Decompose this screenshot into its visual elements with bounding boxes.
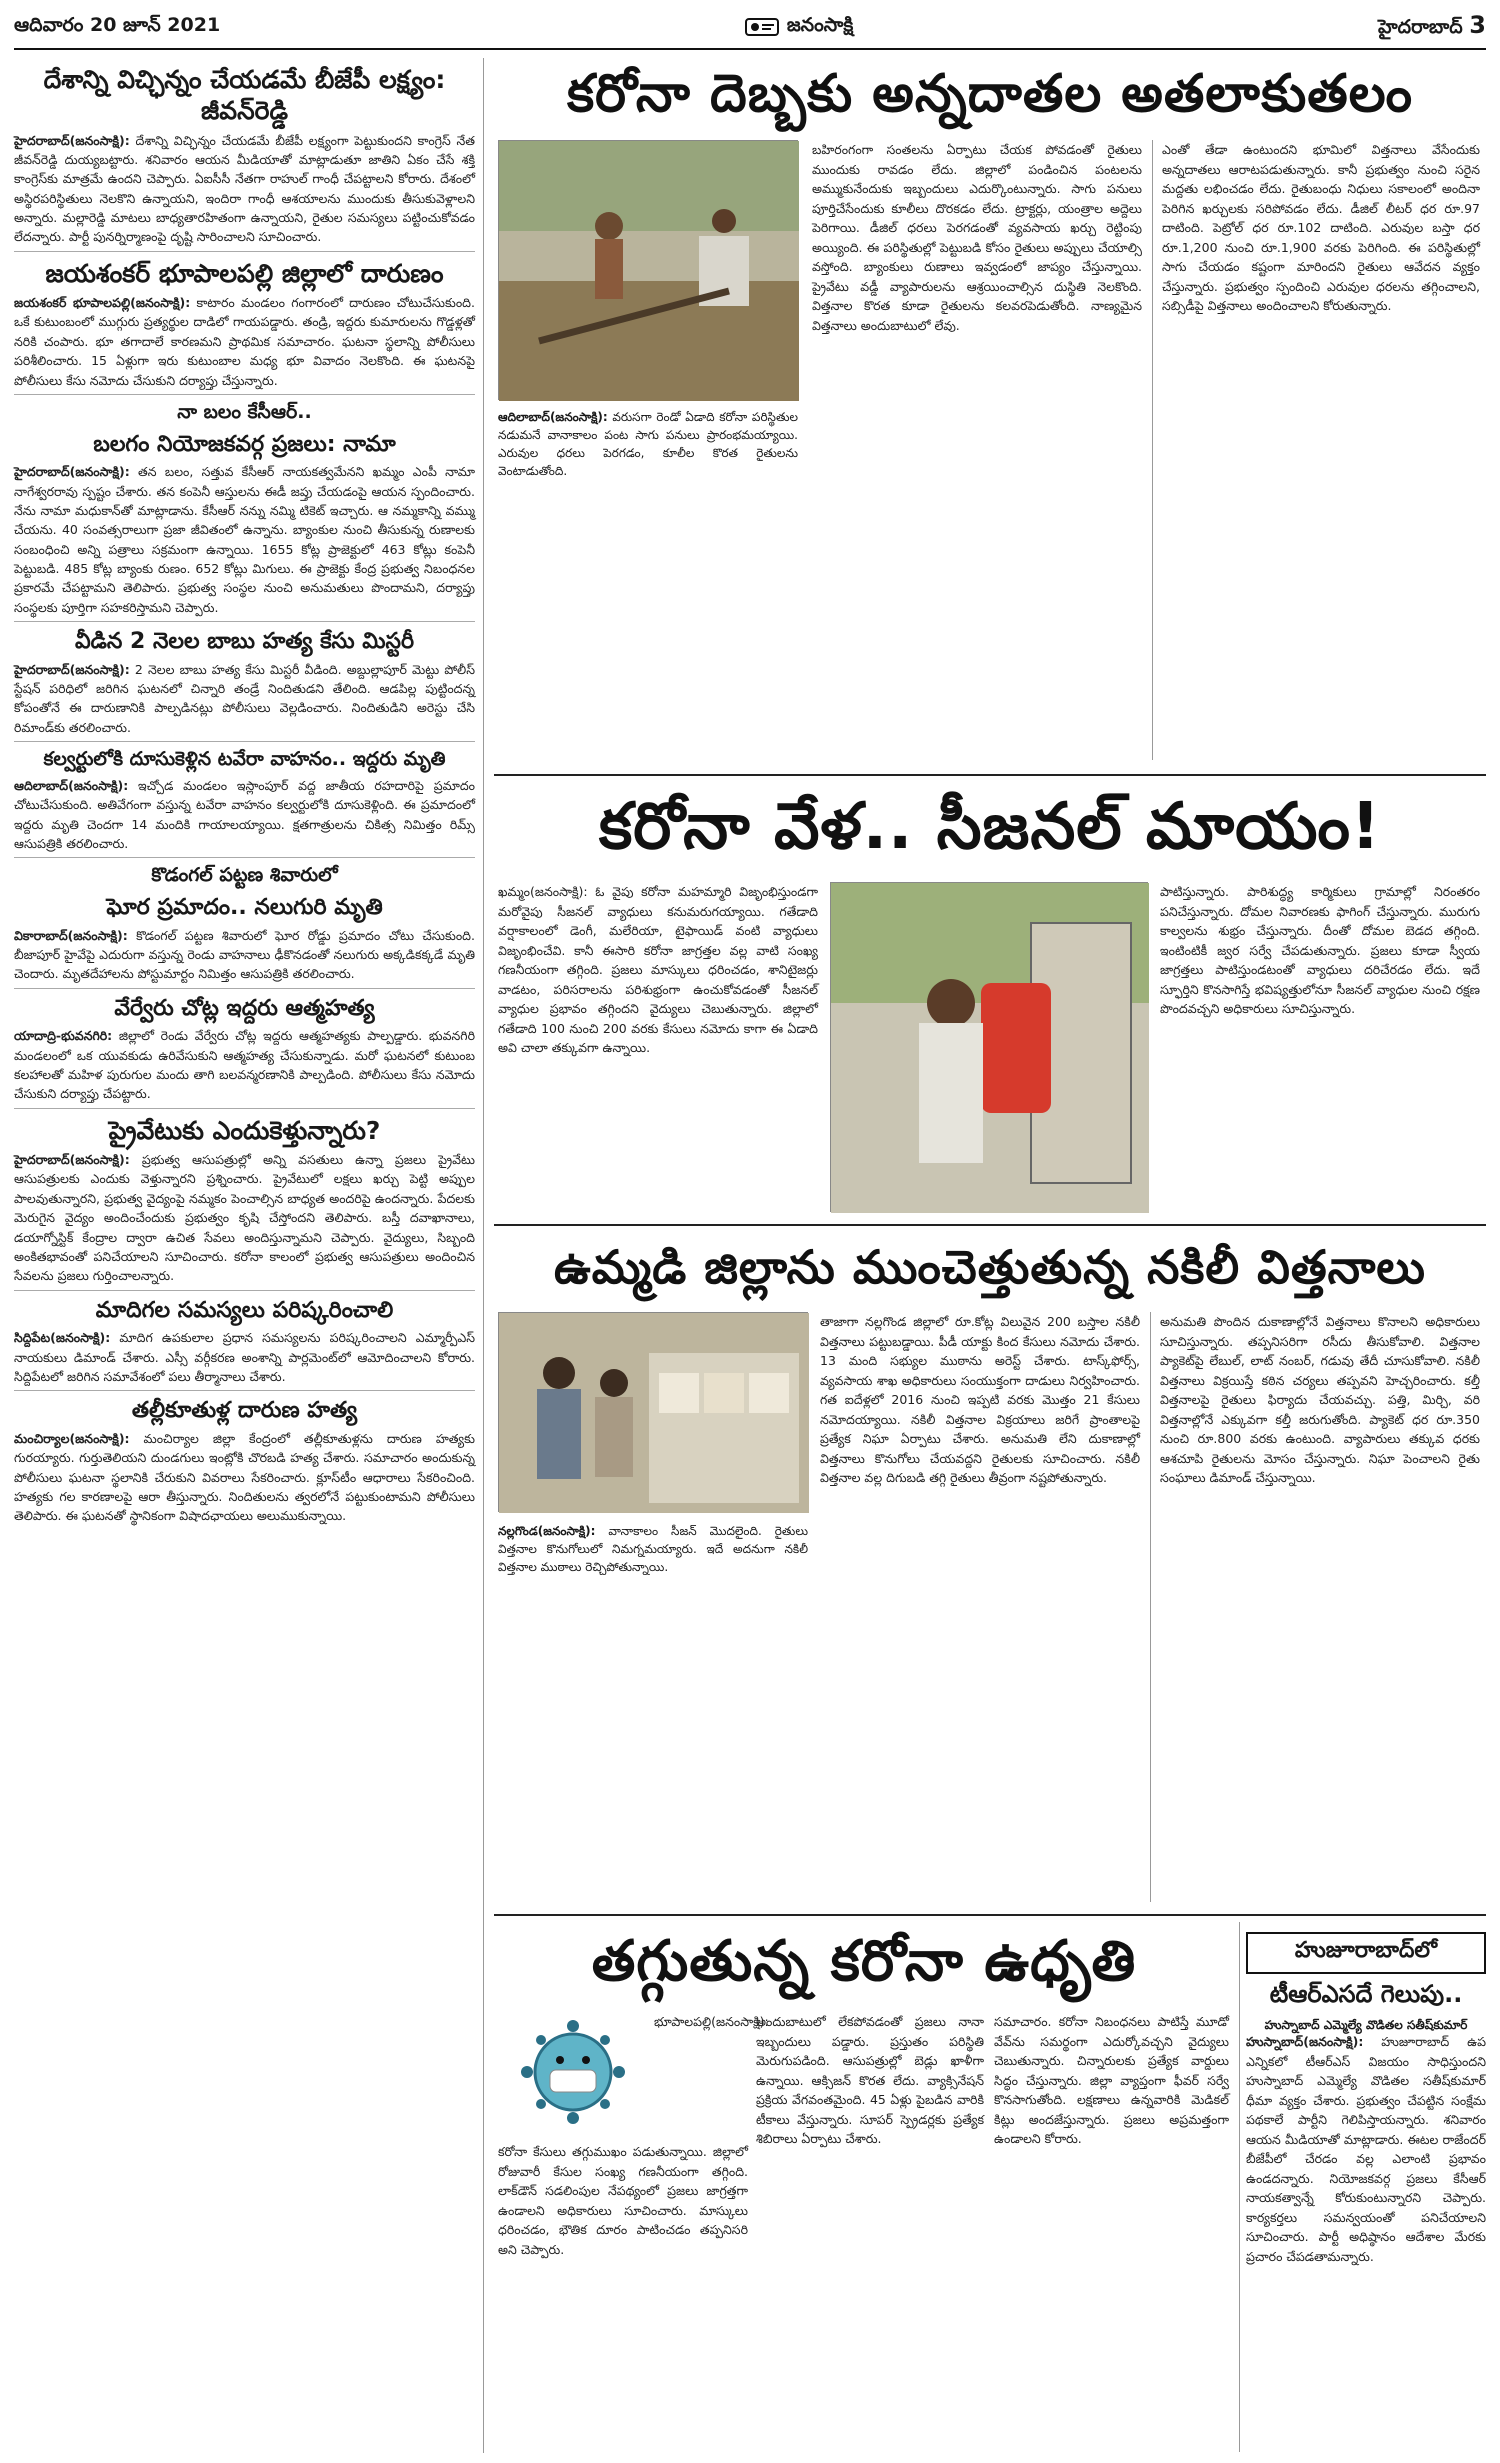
story-3-caption-text: వానాకాలం సీజన్‌ మొదలైంది. రైతులు విత్తనాల కొనుగోలులో నిమగ్నమయ్యారు. ఇదే అదనుగా నకిలీ విత్తనాల ముఠాలు రెచ్చిపోతున్నాయి. xyxy=(498,1524,808,1574)
story-2-headline: కరోనా వేళ.. సీజనల్‌ మాయం! xyxy=(598,790,1382,864)
left-story-3-text: తన బలం, సత్తువ కేసీఆర్‌ నాయకత్వమేనని ఖమ్మం ఎంపీ నామా నాగేశ్వరరావు స్పష్టం చేశారు. తన కంపెనీ ఆస్తులను ఈడీ జప్తు చేయడంపై ఆయన స్పందించారు. నేను నామా మధుకాన్‌తో మాట్లాడాను. కేసీఆర్‌ నన్ను నమ్మి టికెట్‌ ఇచ్చారు. ఆ నమ్మకాన్ని వమ్ము చేయను. 40 సంవత్సరాలుగా ప్రజా జీవితంలో ఉన్నాను. బ్యాంకుల నుంచి తీసుకున్న రుణాలకు సంబంధించి అన్ని పత్రాలు సక్రమంగా ఉన్నాయి. 1655 కోట్ల ప్రాజెక్టులో 463 కోట్లు కంపెనీ పెట్టుబడి. 485 కోట్ల బ్యాంకు రుణం. 652 కోట్లు మిగులు. ఈ ప్రాజెక్టు కేంద్ర ప్రభుత్వ నిబంధనల ప్రకారమే చేపట్టామని తెలిపారు. ప్రభుత్వ సంస్థల నుంచి అనుమతులు పొందామని, దర్యాప్తు సంస్థలకు పూర్తిగా సహకరిస్తామని చెప్పారు. xyxy=(14,464,475,615)
left-story-6-dateline: వికారాబాద్‌(జనంసాక్షి): xyxy=(14,927,128,943)
story-3-body-col-1: తాజాగా నల్లగొండ జిల్లాలో రూ.కోట్ల విలువైన 200 బస్తాల నకిలీ విత్తనాలు పట్టుబడ్డాయి. పీడీ యాక్టు కింద కేసులు నమోదు చేశారు. 13 మంది సభ్యుల ముఠాను అరెస్ట్‌ చేశారు. టాస్క్‌ఫోర్స్‌, వ్యవసాయ శాఖ అధికారులు సంయుక్తంగా దాడులు నిర్వహించారు. గత ఐదేళ్లలో 2016 నుంచి ఇప్పటి వరకు మొత్తం 21 కేసులు నమోదయ్యాయి. నకిలీ విత్తనాల విక్రయాలు జరిగే ప్రాంతాలపై ప్రత్యేక నిఘా ఏర్పాటు చేశారు. అనుమతి లేని దుకాణాల్లో విత్తనాలు కొనుగోలు చేయవద్దని రైతులకు సూచించారు. నకిలీ విత్తనాల వల్ల దిగుబడి తగ్గి రైతులు తీవ్రంగా నష్టపోతున్నారు. xyxy=(820,1314,1140,1485)
story-4-body-col-3: సమాచారం. కరోనా నిబంధనలు పాటిస్తే మూడో వేవ్‌ను సమర్థంగా ఎదుర్కోవచ్చని వైద్యులు చెబుతున్నారు. చిన్నారులకు ప్రత్యేక వార్డులు సిద్ధం చేస్తున్నారు. జిల్లా వ్యాప్తంగా ఫీవర్‌ సర్వే కొనసాగుతోంది. లక్షణాలు ఉన్నవారికి మెడికల్‌ కిట్లు అందజేస్తున్నారు. ప్రజలు అప్రమత్తంగా ఉండాలని కోరారు. xyxy=(994,2014,1229,2146)
story-1-caption-text: వరుసగా రెండో ఏడాది కరోనా పరిస్థితుల నడుమనే వానాకాలం పంట సాగు పనులు ప్రారంభమయ్యాయి. ఎరువుల ధరలు పెరగడం, కూలీల కొరత రైతులను వెంటాడుతోంది. xyxy=(498,410,798,478)
left-story-7-dateline: యాదాద్రి-భువనగిరి: xyxy=(14,1028,113,1044)
section-rule xyxy=(494,1914,1486,1916)
story-1-caption-dateline: ఆదిలాబాద్‌(జనంసాక్షి): xyxy=(498,410,608,424)
story-3-caption-dateline: నల్లగొండ(జనంసాక్షి): xyxy=(498,1524,596,1538)
story-5-kicker: హుజూరాబాద్‌లో xyxy=(1246,1932,1486,1974)
left-story-10-dateline: మంచిర్యాల(జనంసాక్షి): xyxy=(14,1430,130,1446)
story-farmers xyxy=(494,58,1486,773)
story-1-headline: కరోనా దెబ్బకు అన్నదాతల అతలాకుతలం xyxy=(567,64,1413,124)
left-story-6-headline: ఘోర ప్రమాదం.. నలుగురి మృతి xyxy=(106,895,383,921)
left-story-7-headline: వేర్వేరు చోట్ల ఇద్దరు ఆత్మహత్య xyxy=(114,995,375,1021)
seized-seeds-photo-illustration xyxy=(499,1313,809,1513)
section-rule xyxy=(494,1224,1486,1226)
edition-city: హైదరాబాద్ xyxy=(1378,16,1463,38)
edition-city-and-page xyxy=(1378,11,1486,43)
story-4-body-col-1: కరోనా కేసులు తగ్గుముఖం పడుతున్నాయి. జిల్లాలో రోజువారీ కేసుల సంఖ్య గణనీయంగా తగ్గింది. లాక్‌డౌన్‌ సడలింపుల నేపథ్యంలో ప్రజలు జాగ్రత్తగా ఉండాలని అధికారులు సూచించారు. మాస్కులు ధరించడం, భౌతిక దూరం పాటించడం తప్పనిసరి అని చెప్పారు. xyxy=(498,2144,748,2257)
left-story-2-text: కాటారం మండలం గంగారంలో దారుణం చోటుచేసుకుంది. ఒకే కుటుంబంలో ముగ్గురు ప్రత్యర్థుల దాడిలో గాయపడ్డారు. తండ్రి, ఇద్దరు కుమారులను గొడ్డళ్లతో నరికి చంపారు. భూ తగాదాలే కారణమని ప్రాథమిక సమాచారం. ఘటనా స్థలాన్ని పోలీసులు పరిశీలించారు. 15 ఏళ్లుగా ఇరు కుటుంబాల మధ్య భూ వివాదం నెలకొంది. ఈ ఘటనపై పోలీసులు కేసు నమోదు చేసుకుని దర్యాప్తు చేస్తున్నారు. xyxy=(14,295,475,388)
left-story-7-text: జిల్లాలో రెండు వేర్వేరు చోట్ల ఇద్దరు ఆత్మహత్యకు పాల్పడ్డారు. భువనగిరి మండలంలో ఒక యువకుడు ఉరివేసుకుని ఆత్మహత్య చేసుకున్నాడు. మరో ఘటనలో కుటుంబ కలహాలతో మహిళ పురుగుల మందు తాగి బలవన్మరణానికి పాల్పడింది. పోలీసులు కేసు నమోదు చేసుకుని దర్యాప్తు చేపట్టారు. xyxy=(14,1028,475,1102)
left-story-4-headline: వీడిన 2 నెలల బాబు హత్య కేసు మిస్టరీ xyxy=(74,629,415,655)
story-1-body-col-1: బహిరంగంగా సంతలను ఏర్పాటు చేయక పోవడంతో రైతులు ముందుకు రావడం లేదు. జిల్లాలో పండించిన పంటలను అమ్ముకునేందుకు ఇబ్బందులు ఎదుర్కొంటున్నారు. సాగు పనులు పూర్తిచేసేందుకు కూలీలు దొరకడం లేదు. ట్రాక్టర్లు, యంత్రాల అద్దెలు పెరిగాయి. డీజిల్‌ ధరలు పెరగడంతో వ్యవసాయ ఖర్చు రెట్టింపు అయ్యింది. ఈ పరిస్థితుల్లో పెట్టుబడి కోసం రైతులు అప్పులు చేయాల్సి వస్తోంది. బ్యాంకులు రుణాలు ఇవ్వడంలో జాప్యం చేస్తున్నాయి. ప్రైవేటు వడ్డీ వ్యాపారులను ఆశ్రయించాల్సిన దుస్థితి నెలకొంది. విత్తనాల కొరత కూడా రైతులను కలవరపెడుతోంది. నాణ్యమైన విత్తనాలు అందుబాటులో లేవు. xyxy=(812,142,1142,333)
story-5-headline: టీఆర్‌ఎసదే గెలుపు.. xyxy=(1269,1980,1463,2008)
virus-icon xyxy=(498,2012,648,2132)
left-story-4-text: 2 నెలల బాబు హత్య కేసు మిస్టరీ వీడింది. అబ్దుల్లాపూర్‌ మెట్టు పోలీస్‌ స్టేషన్‌ పరిధిలో జరిగిన ఘటనలో చిన్నారి తండ్రే నిందితుడని తేలింది. ఆడపిల్ల పుట్టిందన్న కోపంతోనే ఈ దారుణానికి పాల్పడినట్లు పోలీసులు వెల్లడించారు. నిందితుడిని అరెస్టు చేసి రిమాండ్‌కు తరలించారు. xyxy=(14,661,475,735)
story-1-caption xyxy=(498,408,798,538)
story-2-body-col-2: పాటిస్తున్నారు. పారిశుద్ధ్య కార్మికులు గ్రామాల్లో నిరంతరం పనిచేస్తున్నారు. దోమల నివారణకు ఫాగింగ్‌ చేస్తున్నారు. మురుగు కాల్వలను శుభ్రం చేస్తున్నారు. దీంతో దోమల బెడద తగ్గింది. ఇంటింటికీ జ్వర సర్వే చేపడుతున్నారు. ప్రజలు కూడా స్వీయ జాగ్రత్తలు పాటిస్తుండటంతో వ్యాధులు దరిచేరడం లేదు. ఇదే స్ఫూర్తిని కొనసాగిస్తే భవిష్యత్తులోనూ సీజనల్‌ వ్యాధుల నుంచి రక్షణ పొందవచ్చని అధికారులు సూచిస్తున్నారు. xyxy=(1160,884,1480,1016)
newspaper-name: జనంసాక్షి xyxy=(786,13,854,36)
left-story-3-body xyxy=(14,462,475,617)
left-story-3-headline: బలగం నియోజకవర్గ ప్రజలు: నామా xyxy=(93,431,396,457)
story-3-caption xyxy=(498,1522,808,1902)
left-story-4-body xyxy=(14,660,475,738)
divider xyxy=(14,1290,475,1291)
left-story-3-dateline: హైదరాబాద్‌(జనంసాక్షి): xyxy=(14,464,130,480)
left-story-1-body xyxy=(14,131,475,247)
left-story-5-text: ఇచ్చోడ మండలం ఇస్లాంపూర్‌ వద్ద జాతీయ రహదారిపై ప్రమాదం చోటుచేసుకుంది. అతివేగంగా వస్తున్న టవేరా వాహనం కల్వర్టులోకి దూసుకెళ్లింది. ఈ ప్రమాదంలో ఇద్దరు మృతి చెందగా 14 మందికి గాయాలయ్యాయి. క్షతగాత్రులను చికిత్స నిమిత్తం రిమ్స్‌ ఆసుపత్రికి తరలించారు. xyxy=(14,777,475,851)
left-story-9-dateline: సిద్దిపేట(జనంసాక్షి): xyxy=(14,1330,111,1346)
left-story-10-headline: తల్లీకూతుళ్ల దారుణ హత్య xyxy=(131,1398,358,1424)
divider xyxy=(14,1390,475,1391)
left-story-6-kicker: కొడంగల్‌ పట్టణ శివారులో xyxy=(151,864,338,887)
left-story-5-dateline: ఆదిలాబాద్‌(జనంసాక్షి): xyxy=(14,777,129,793)
left-story-2-headline: జయశంకర్‌ భూపాలపల్లి జిల్లాలో దారుణం xyxy=(45,258,444,288)
column-divider xyxy=(1239,1922,1240,2452)
left-story-7-body xyxy=(14,1026,475,1104)
sprayer-photo xyxy=(830,882,1148,1212)
farmer-photo-illustration xyxy=(499,141,799,401)
divider xyxy=(14,621,475,622)
divider xyxy=(14,857,475,858)
left-news-column xyxy=(14,58,484,2453)
story-5-text: హుజూరాబాద్‌ ఉప ఎన్నికలో టీఆర్‌ఎస్‌ విజయం సాధిస్తుందని హుస్నాబాద్‌ ఎమ్మెల్యే వొడితల సతీష్‌కుమార్‌ ధీమా వ్యక్తం చేశారు. ప్రభుత్వం చేపట్టిన సంక్షేమ పథకాలే పార్టీని గెలిపిస్తాయన్నారు. శనివారం ఆయన మీడియాతో మాట్లాడారు. ఈటల రాజేందర్‌ బీజేపీలో చేరడం వల్ల ఎలాంటి ప్రభావం ఉండదన్నారు. నియోజకవర్గ ప్రజలు కేసీఆర్‌ నాయకత్వాన్నే కోరుకుంటున్నారని చెప్పారు. కార్యకర్తలు సమన్వయంతో పనిచేయాలని సూచించారు. పార్టీ అధిష్ఠానం ఆదేశాల మేరకు ప్రచారం చేపడతామన్నారు. xyxy=(1246,2034,1486,2264)
section-rule xyxy=(494,774,1486,776)
newspaper-logo xyxy=(745,14,853,41)
farmer-photo xyxy=(498,140,798,400)
left-story-5-body xyxy=(14,776,475,854)
story-corona-decline xyxy=(494,1922,1234,2452)
story-1-body-col-2: ఎంతో తేడా ఉంటుందని భూమిలో విత్తనాలు వేసేందుకు అన్నదాతలు ఆరాటపడుతున్నారు. కానీ ప్రభుత్వం నుంచి సరైన మద్దతు లభించడం లేదు. రైతుబంధు నిధులు సకాలంలో అందినా పెరిగిన ఖర్చులకు సరిపోవడం లేదు. డీజిల్‌ లీటర్‌ ధర రూ.97 దాటింది. పెట్రోల్‌ ధర రూ.102 దాటింది. ఎరువుల బస్తా ధర రూ.1,200 నుంచి రూ.1,900 వరకు పెరిగింది. ఈ పరిస్థితుల్లో సాగు చేయడం కష్టంగా మారిందని రైతులు ఆవేదన వ్యక్తం చేస్తున్నారు. ప్రభుత్వం స్పందించి ఎరువుల ధరలను తగ్గించాలని, సబ్సిడీపై విత్తనాలు అందించాలని కోరుతున్నారు. xyxy=(1162,142,1480,313)
left-story-2-body xyxy=(14,293,475,390)
left-story-8-headline: ప్రైవేటుకు ఎందుకెళ్తున్నారు? xyxy=(108,1115,381,1145)
story-3-body-col-2: అనుమతి పొందిన దుకాణాల్లోనే విత్తనాలు కొనాలని అధికారులు సూచిస్తున్నారు. తప్పనిసరిగా రసీదు తీసుకోవాలి. విత్తనాల ప్యాకెట్‌పై లేబుల్‌, లాట్‌ నంబర్‌, గడువు తేదీ చూసుకోవాలి. నకిలీ విత్తనాలు విక్రయిస్తే కఠిన చర్యలు తప్పవని హెచ్చరించారు. కల్తీ విత్తనాలపై రైతులు ఫిర్యాదు చేయవచ్చు. పత్తి, మిర్చి, వరి విత్తనాల్లోనే ఎక్కువగా కల్తీ జరుగుతోంది. ప్యాకెట్‌ ధర రూ.350 నుంచి రూ.800 వరకు ఉంటుంది. వ్యాపారులు తక్కువ ధరకు ఆశచూపి రైతులను మోసం చేస్తున్నారు. నిఘా పెంచాలని రైతు సంఘాలు డిమాండ్‌ చేస్తున్నాయి. xyxy=(1160,1314,1480,1485)
left-story-6-body xyxy=(14,926,475,984)
left-story-2-dateline: జయశంకర్‌ భూపాలపల్లి(జనంసాక్షి): xyxy=(14,295,191,310)
divider xyxy=(14,1108,475,1109)
left-story-1-text: దేశాన్ని విచ్ఛిన్నం చేయడమే బీజేపీ లక్ష్యంగా పెట్టుకుందని కాంగ్రెస్‌ నేత జీవన్‌రెడ్డి దుయ్యబట్టారు. శనివారం ఆయన మీడియాతో మాట్లాడుతూ జాతిని ఏకం చేసే శక్తి కాంగ్రెస్‌కు మాత్రమే ఉందని చెప్పారు. ఏఐసీసీ నేతగా రాహుల్‌ గాంధీ చేపట్టాలని కోరారు. దేశంలో అస్థిరపరిస్థితులు నెలకొని ఉన్నాయని, ఇందిరా గాంధీ ఆశయాలను ముందుకు తీసుకువెళ్లాలని అన్నారు. మల్లారెడ్డి మాటలు బాధ్యతారహితంగా ఉన్నాయని, రైతుల సమస్యలు పట్టించుకోవడం లేదన్నారు. పార్టీ పునర్నిర్మాణంపై దృష్టి సారించాలని సూచించారు. xyxy=(14,132,475,245)
divider xyxy=(14,741,475,742)
column-divider xyxy=(1150,1312,1151,1902)
left-story-5-headline: కల్వర్టులోకి దూసుకెళ్లిన టవేరా వాహనం.. ఇద్దరు మృతి xyxy=(43,748,446,771)
story-huzurabad xyxy=(1246,1932,1486,2452)
left-story-9-body xyxy=(14,1328,475,1386)
left-story-9-text: మాదిగ ఉపకులాల ప్రధాన సమస్యలను పరిష్కరించాలని ఎమ్మార్పీఎస్‌ నాయకులు డిమాండ్‌ చేశారు. ఎస్సీ వర్గీకరణ అంశాన్ని పార్లమెంట్‌లో ఆమోదించాలని కోరారు. సిద్దిపేటలో జరిగిన సమావేశంలో పలు తీర్మానాలు చేశారు. xyxy=(14,1330,475,1384)
left-story-9-headline: మాదిగల సమస్యలు పరిష్కరించాలి xyxy=(95,1297,394,1323)
left-story-3-kicker: నా బలం కేసీఆర్‌.. xyxy=(177,400,312,423)
story-5-body xyxy=(1246,2032,1486,2452)
left-story-6-text: కొడంగల్‌ పట్టణ శివారులో ఘోర రోడ్డు ప్రమాదం చోటు చేసుకుంది. బీజాపూర్‌ హైవేపై ఎదురుగా వస్తున్న రెండు వాహనాలు ఢీకొనడంతో నలుగురు అక్కడికక్కడే మృతి చెందారు. మృతదేహాలను పోస్టుమార్టం నిమిత్తం ఆసుపత్రికి తరలించారు. xyxy=(14,927,475,982)
masthead-rule xyxy=(14,48,1486,50)
left-story-4-dateline: హైదరాబాద్‌(జనంసాక్షి): xyxy=(14,661,130,677)
column-divider xyxy=(1152,140,1153,760)
left-story-8-text: ప్రభుత్వ ఆసుపత్రుల్లో అన్ని వసతులు ఉన్నా ప్రజలు ప్రైవేటు ఆసుపత్రులకు ఎందుకు వెళ్తున్నారని ప్రశ్నించారు. ప్రైవేటులో లక్షలు ఖర్చు పెట్టి అప్పుల పాలవుతున్నారని, ప్రభుత్వ వైద్యంపై నమ్మకం పెంచాల్సిన బాధ్యత అందరిపై ఉందన్నారు. పేదలకు మెరుగైన వైద్యం అందించేందుకు ప్రభుత్వం కృషి చేస్తోందని తెలిపారు. బస్తీ దవాఖానాలు, డయాగ్నోస్టిక్‌ కేంద్రాల ద్వారా ఉచిత సేవలు అందిస్తున్నామని చెప్పారు. వైద్యులు, సిబ్బంది అంకితభావంతో పనిచేయాలని సూచించారు. కరోనా కాలంలో ప్రభుత్వ ఆసుపత్రులు అందించిన సేవలను ప్రజలు గుర్తించాలన్నారు. xyxy=(14,1152,475,1284)
story-5-dateline: హుస్నాబాద్‌(జనంసాక్షి): xyxy=(1246,2034,1364,2049)
left-story-8-dateline: హైదరాబాద్‌(జనంసాక్షి): xyxy=(14,1152,130,1167)
page-number: 3 xyxy=(1469,11,1486,39)
virus-illustration xyxy=(498,2012,648,2132)
story-2-body-col-1: ఖమ్మం(జనంసాక్షి): ఓ వైపు కరోనా మహమ్మారి విజృంభిస్తుండగా మరోవైపు సీజనల్‌ వ్యాధులు కనుమరుగయ్యాయి. గతేడాది వర్షాకాలంలో డెంగీ, మలేరియా, టైఫాయిడ్‌ వంటి వ్యాధులు విజృంభించేవి. కానీ ఈసారి కరోనా జాగ్రత్తల వల్ల వాటి సంఖ్య గణనీయంగా తగ్గింది. ప్రజలు మాస్కులు ధరించడం, శానిటైజర్లు వాడటం, పరిసరాలను పరిశుభ్రంగా ఉంచుకోవడంతో సీజనల్‌ వ్యాధుల ప్రభావం తగ్గిందని వైద్యులు చెబుతున్నారు. జిల్లాలో గతేడాది 100 నుంచి 200 వరకు కేసులు నమోదు కాగా ఈ ఏడాది అవి చాలా తక్కువగా ఉన్నాయి. xyxy=(498,884,818,1055)
divider xyxy=(14,988,475,989)
left-story-10-body xyxy=(14,1429,475,1526)
divider xyxy=(14,394,475,395)
story-seasonal xyxy=(494,782,1486,1222)
divider xyxy=(14,251,475,252)
left-story-1-dateline: హైదరాబాద్‌(జనంసాక్షి): xyxy=(14,132,130,148)
left-story-8-body xyxy=(14,1150,475,1286)
story-5-subline: హుస్నాబాద్‌ ఎమ్మెల్యే వొడితల సతీష్‌కుమార్‌ xyxy=(1264,2018,1468,2032)
right-news-area xyxy=(494,58,1486,2453)
story-fake-seeds xyxy=(494,1232,1486,1912)
left-story-10-text: మంచిర్యాల జిల్లా కేంద్రంలో తల్లీకూతుళ్లను దారుణ హత్యకు గురయ్యారు. గుర్తుతెలియని దుండగులు ఇంట్లోకి చొరబడి హత్య చేశారు. సమాచారం అందుకున్న పోలీసులు ఘటనా స్థలానికి చేరుకుని వివరాలు సేకరించారు. క్లూస్‌టీం ఆధారాలు సేకరించింది. హత్యకు గల కారణాలపై ఆరా తీస్తున్నారు. నిందితులను త్వరలోనే పట్టుకుంటామని పోలీసులు తెలిపారు. ఈ ఘటనతో స్థానికంగా విషాదఛాయలు అలుముకున్నాయి. xyxy=(14,1430,475,1524)
story-4-body-col-2: అందుబాటులో లేకపోవడంతో ప్రజలు నానా ఇబ్బందులు పడ్డారు. ప్రస్తుతం పరిస్థితి మెరుగుపడింది. ఆసుపత్రుల్లో బెడ్లు ఖాళీగా ఉన్నాయి. ఆక్సిజన్‌ కొరత లేదు. వ్యాక్సినేషన్‌ ప్రక్రియ వేగవంతమైంది. 45 ఏళ్లు పైబడిన వారికి టీకాలు వేస్తున్నారు. సూపర్‌ స్ప్రెడర్లకు ప్రత్యేక శిబిరాలు ఏర్పాటు చేశారు. xyxy=(756,2014,984,2146)
logo-emblem-icon xyxy=(745,15,779,39)
sprayer-photo-illustration xyxy=(831,883,1149,1213)
issue-date: ఆదివారం 20 జూన్ 2021 xyxy=(14,13,221,36)
masthead xyxy=(14,10,1486,44)
story-4-dateline: భూపాలపల్లి(జనంసాక్షి): xyxy=(654,2014,769,2029)
story-4-headline: తగ్గుతున్న కరోనా ఉధృతి xyxy=(591,1929,1137,1994)
left-story-1-headline: దేశాన్ని విచ్ఛిన్నం చేయడమే బీజేపీ లక్ష్యం: జీవన్‌రెడ్డి xyxy=(43,65,446,126)
story-3-headline: ఉమ్మడి జిల్లాను ముంచెత్తుతున్న నకిలీ విత్తనాలు xyxy=(554,1240,1426,1294)
seized-seeds-photo xyxy=(498,1312,808,1512)
